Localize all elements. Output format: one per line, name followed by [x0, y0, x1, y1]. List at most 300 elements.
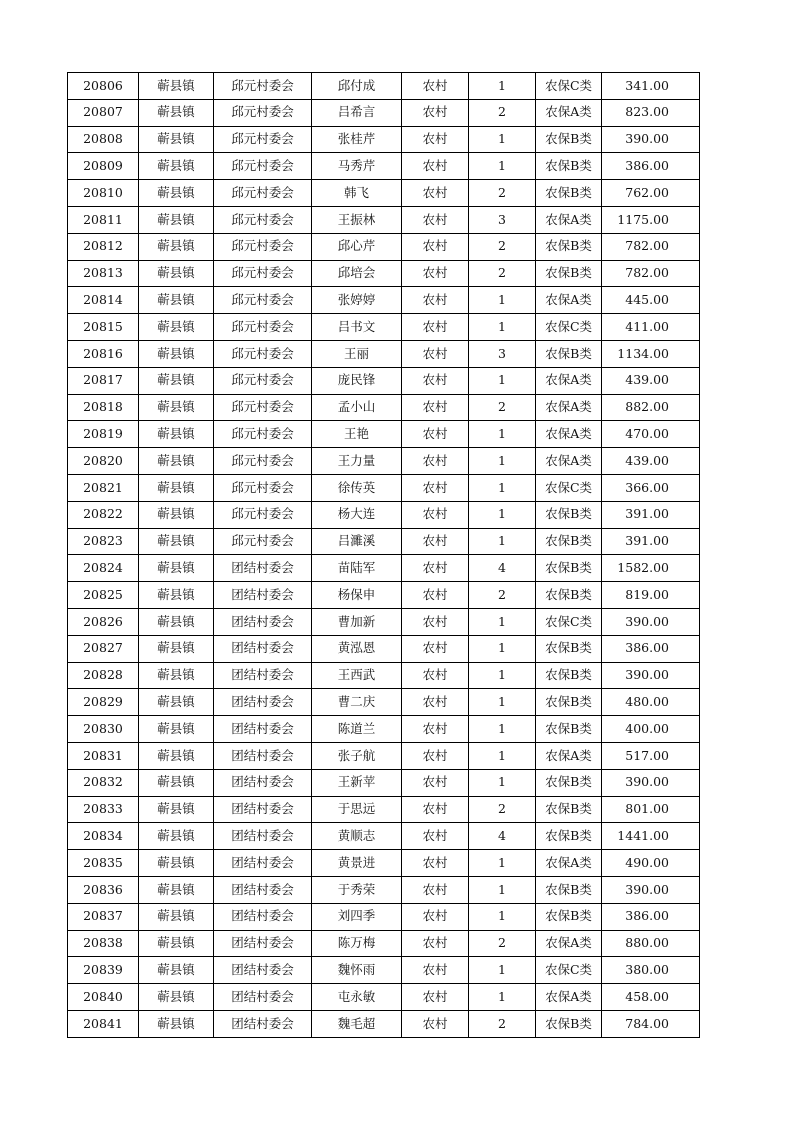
table-row: [68, 984, 700, 1011]
village-committee-cell: 团结村委会: [214, 689, 312, 716]
insurance-category-cell: 农保B类: [536, 528, 602, 555]
amount-cell: 390.00: [602, 769, 700, 796]
insurance-category-cell: 农保B类: [536, 823, 602, 850]
insurance-category-cell: 农保B类: [536, 1010, 602, 1037]
member-count-cell: 2: [469, 796, 536, 823]
member-count-cell: 2: [469, 180, 536, 207]
insurance-category-cell: 农保A类: [536, 287, 602, 314]
member-count-cell: 1: [469, 153, 536, 180]
table-row: [68, 126, 700, 153]
person-name-cell: 庞民锋: [312, 367, 402, 394]
person-name-cell: 孟小山: [312, 394, 402, 421]
person-name-cell: 刘四季: [312, 903, 402, 930]
serial-number-cell: 20825: [68, 582, 139, 609]
serial-number-cell: 20808: [68, 126, 139, 153]
table-row: [68, 903, 700, 930]
member-count-cell: 1: [469, 662, 536, 689]
person-name-cell: 徐传英: [312, 474, 402, 501]
amount-cell: 341.00: [602, 73, 700, 100]
member-count-cell: 1: [469, 367, 536, 394]
village-committee-cell: 邱元村委会: [214, 367, 312, 394]
insurance-category-cell: 农保B类: [536, 555, 602, 582]
household-type-cell: 农村: [402, 1010, 469, 1037]
amount-cell: 390.00: [602, 126, 700, 153]
person-name-cell: 吕希言: [312, 99, 402, 126]
member-count-cell: 1: [469, 742, 536, 769]
serial-number-cell: 20813: [68, 260, 139, 287]
village-committee-cell: 团结村委会: [214, 742, 312, 769]
amount-cell: 1175.00: [602, 206, 700, 233]
table-row: [68, 528, 700, 555]
village-committee-cell: 团结村委会: [214, 823, 312, 850]
person-name-cell: 杨保申: [312, 582, 402, 609]
household-type-cell: 农村: [402, 153, 469, 180]
town-cell: 蕲县镇: [139, 367, 214, 394]
household-type-cell: 农村: [402, 850, 469, 877]
amount-cell: 782.00: [602, 233, 700, 260]
village-committee-cell: 团结村委会: [214, 984, 312, 1011]
table-row: [68, 555, 700, 582]
household-type-cell: 农村: [402, 474, 469, 501]
insurance-category-cell: 农保A类: [536, 421, 602, 448]
village-committee-cell: 团结村委会: [214, 876, 312, 903]
table-row: [68, 73, 700, 100]
insurance-category-cell: 农保A类: [536, 984, 602, 1011]
member-count-cell: 1: [469, 903, 536, 930]
household-type-cell: 农村: [402, 206, 469, 233]
town-cell: 蕲县镇: [139, 448, 214, 475]
town-cell: 蕲县镇: [139, 635, 214, 662]
person-name-cell: 张子航: [312, 742, 402, 769]
household-type-cell: 农村: [402, 448, 469, 475]
household-type-cell: 农村: [402, 689, 469, 716]
amount-cell: 517.00: [602, 742, 700, 769]
member-count-cell: 1: [469, 501, 536, 528]
serial-number-cell: 20814: [68, 287, 139, 314]
village-committee-cell: 团结村委会: [214, 582, 312, 609]
table-row: [68, 474, 700, 501]
table-row: [68, 421, 700, 448]
village-committee-cell: 邱元村委会: [214, 153, 312, 180]
member-count-cell: 2: [469, 1010, 536, 1037]
village-committee-cell: 团结村委会: [214, 608, 312, 635]
table-row: [68, 340, 700, 367]
insurance-category-cell: 农保B类: [536, 635, 602, 662]
village-committee-cell: 邱元村委会: [214, 99, 312, 126]
member-count-cell: 1: [469, 850, 536, 877]
member-count-cell: 1: [469, 528, 536, 555]
person-name-cell: 王振林: [312, 206, 402, 233]
serial-number-cell: 20818: [68, 394, 139, 421]
serial-number-cell: 20840: [68, 984, 139, 1011]
member-count-cell: 1: [469, 448, 536, 475]
insurance-category-cell: 农保B类: [536, 769, 602, 796]
amount-cell: 445.00: [602, 287, 700, 314]
person-name-cell: 马秀芹: [312, 153, 402, 180]
town-cell: 蕲县镇: [139, 73, 214, 100]
village-committee-cell: 团结村委会: [214, 1010, 312, 1037]
person-name-cell: 曹加新: [312, 608, 402, 635]
household-type-cell: 农村: [402, 957, 469, 984]
town-cell: 蕲县镇: [139, 957, 214, 984]
town-cell: 蕲县镇: [139, 421, 214, 448]
member-count-cell: 1: [469, 608, 536, 635]
household-type-cell: 农村: [402, 930, 469, 957]
table-row: [68, 689, 700, 716]
serial-number-cell: 20809: [68, 153, 139, 180]
village-committee-cell: 邱元村委会: [214, 474, 312, 501]
table-row: [68, 608, 700, 635]
household-type-cell: 农村: [402, 501, 469, 528]
household-type-cell: 农村: [402, 367, 469, 394]
village-committee-cell: 团结村委会: [214, 930, 312, 957]
household-type-cell: 农村: [402, 823, 469, 850]
table-row: [68, 501, 700, 528]
insurance-category-cell: 农保A类: [536, 850, 602, 877]
member-count-cell: 1: [469, 126, 536, 153]
household-type-cell: 农村: [402, 99, 469, 126]
serial-number-cell: 20829: [68, 689, 139, 716]
insurance-category-cell: 农保A类: [536, 448, 602, 475]
amount-cell: 490.00: [602, 850, 700, 877]
serial-number-cell: 20826: [68, 608, 139, 635]
insurance-category-cell: 农保B类: [536, 582, 602, 609]
member-count-cell: 2: [469, 99, 536, 126]
amount-cell: 380.00: [602, 957, 700, 984]
insurance-category-cell: 农保A类: [536, 742, 602, 769]
serial-number-cell: 20815: [68, 314, 139, 341]
amount-cell: 480.00: [602, 689, 700, 716]
insurance-category-cell: 农保B类: [536, 260, 602, 287]
serial-number-cell: 20833: [68, 796, 139, 823]
town-cell: 蕲县镇: [139, 1010, 214, 1037]
person-name-cell: 曹二庆: [312, 689, 402, 716]
town-cell: 蕲县镇: [139, 126, 214, 153]
insurance-category-cell: 农保B类: [536, 233, 602, 260]
serial-number-cell: 20831: [68, 742, 139, 769]
table-row: [68, 930, 700, 957]
serial-number-cell: 20841: [68, 1010, 139, 1037]
amount-cell: 390.00: [602, 662, 700, 689]
household-type-cell: 农村: [402, 635, 469, 662]
table-row: [68, 99, 700, 126]
member-count-cell: 1: [469, 314, 536, 341]
village-committee-cell: 团结村委会: [214, 957, 312, 984]
village-committee-cell: 邱元村委会: [214, 528, 312, 555]
person-name-cell: 邱心芹: [312, 233, 402, 260]
household-type-cell: 农村: [402, 73, 469, 100]
insurance-category-cell: 农保C类: [536, 608, 602, 635]
town-cell: 蕲县镇: [139, 608, 214, 635]
amount-cell: 782.00: [602, 260, 700, 287]
member-count-cell: 3: [469, 340, 536, 367]
member-count-cell: 1: [469, 769, 536, 796]
member-count-cell: 1: [469, 635, 536, 662]
town-cell: 蕲县镇: [139, 260, 214, 287]
member-count-cell: 4: [469, 555, 536, 582]
person-name-cell: 邱付成: [312, 73, 402, 100]
town-cell: 蕲县镇: [139, 340, 214, 367]
village-committee-cell: 团结村委会: [214, 662, 312, 689]
table-row: [68, 1010, 700, 1037]
insurance-category-cell: 农保A类: [536, 99, 602, 126]
insurance-category-cell: 农保C类: [536, 474, 602, 501]
person-name-cell: 王艳: [312, 421, 402, 448]
household-type-cell: 农村: [402, 608, 469, 635]
roster-body: [68, 73, 700, 1038]
serial-number-cell: 20827: [68, 635, 139, 662]
household-type-cell: 农村: [402, 582, 469, 609]
serial-number-cell: 20828: [68, 662, 139, 689]
town-cell: 蕲县镇: [139, 769, 214, 796]
amount-cell: 390.00: [602, 608, 700, 635]
town-cell: 蕲县镇: [139, 99, 214, 126]
table-row: [68, 769, 700, 796]
person-name-cell: 王西武: [312, 662, 402, 689]
household-type-cell: 农村: [402, 126, 469, 153]
amount-cell: 880.00: [602, 930, 700, 957]
serial-number-cell: 20838: [68, 930, 139, 957]
table-row: [68, 716, 700, 743]
member-count-cell: 4: [469, 823, 536, 850]
amount-cell: 386.00: [602, 153, 700, 180]
household-type-cell: 农村: [402, 769, 469, 796]
village-committee-cell: 邱元村委会: [214, 314, 312, 341]
person-name-cell: 魏毛超: [312, 1010, 402, 1037]
person-name-cell: 陈万梅: [312, 930, 402, 957]
village-committee-cell: 邱元村委会: [214, 180, 312, 207]
town-cell: 蕲县镇: [139, 287, 214, 314]
serial-number-cell: 20821: [68, 474, 139, 501]
person-name-cell: 黄顺志: [312, 823, 402, 850]
serial-number-cell: 20823: [68, 528, 139, 555]
household-type-cell: 农村: [402, 233, 469, 260]
insurance-category-cell: 农保B类: [536, 716, 602, 743]
amount-cell: 458.00: [602, 984, 700, 1011]
serial-number-cell: 20807: [68, 99, 139, 126]
amount-cell: 762.00: [602, 180, 700, 207]
town-cell: 蕲县镇: [139, 394, 214, 421]
member-count-cell: 3: [469, 206, 536, 233]
serial-number-cell: 20806: [68, 73, 139, 100]
town-cell: 蕲县镇: [139, 153, 214, 180]
town-cell: 蕲县镇: [139, 528, 214, 555]
insurance-category-cell: 农保B类: [536, 180, 602, 207]
person-name-cell: 邱培会: [312, 260, 402, 287]
table-row: [68, 876, 700, 903]
table-row: [68, 582, 700, 609]
member-count-cell: 1: [469, 421, 536, 448]
village-committee-cell: 邱元村委会: [214, 126, 312, 153]
insurance-category-cell: 农保B类: [536, 501, 602, 528]
serial-number-cell: 20837: [68, 903, 139, 930]
town-cell: 蕲县镇: [139, 796, 214, 823]
household-type-cell: 农村: [402, 716, 469, 743]
person-name-cell: 于秀荣: [312, 876, 402, 903]
serial-number-cell: 20830: [68, 716, 139, 743]
table-row: [68, 287, 700, 314]
household-type-cell: 农村: [402, 555, 469, 582]
amount-cell: 411.00: [602, 314, 700, 341]
member-count-cell: 1: [469, 716, 536, 743]
person-name-cell: 王新苹: [312, 769, 402, 796]
town-cell: 蕲县镇: [139, 582, 214, 609]
amount-cell: 386.00: [602, 635, 700, 662]
serial-number-cell: 20820: [68, 448, 139, 475]
table-row: [68, 957, 700, 984]
person-name-cell: 王力量: [312, 448, 402, 475]
household-type-cell: 农村: [402, 796, 469, 823]
village-committee-cell: 邱元村委会: [214, 421, 312, 448]
household-type-cell: 农村: [402, 287, 469, 314]
amount-cell: 439.00: [602, 448, 700, 475]
person-name-cell: 张婷婷: [312, 287, 402, 314]
insurance-category-cell: 农保B类: [536, 796, 602, 823]
insurance-category-cell: 农保B类: [536, 126, 602, 153]
member-count-cell: 1: [469, 474, 536, 501]
amount-cell: 400.00: [602, 716, 700, 743]
serial-number-cell: 20832: [68, 769, 139, 796]
member-count-cell: 2: [469, 260, 536, 287]
amount-cell: 386.00: [602, 903, 700, 930]
table-row: [68, 153, 700, 180]
table-row: [68, 448, 700, 475]
insurance-category-cell: 农保B类: [536, 876, 602, 903]
town-cell: 蕲县镇: [139, 850, 214, 877]
town-cell: 蕲县镇: [139, 662, 214, 689]
insurance-category-cell: 农保C类: [536, 957, 602, 984]
village-committee-cell: 团结村委会: [214, 850, 312, 877]
serial-number-cell: 20822: [68, 501, 139, 528]
member-count-cell: 1: [469, 73, 536, 100]
town-cell: 蕲县镇: [139, 823, 214, 850]
town-cell: 蕲县镇: [139, 689, 214, 716]
household-type-cell: 农村: [402, 394, 469, 421]
amount-cell: 470.00: [602, 421, 700, 448]
amount-cell: 823.00: [602, 99, 700, 126]
person-name-cell: 屯永敏: [312, 984, 402, 1011]
insurance-category-cell: 农保B类: [536, 689, 602, 716]
member-count-cell: 2: [469, 930, 536, 957]
household-type-cell: 农村: [402, 662, 469, 689]
village-committee-cell: 团结村委会: [214, 635, 312, 662]
person-name-cell: 苗陆军: [312, 555, 402, 582]
town-cell: 蕲县镇: [139, 876, 214, 903]
household-type-cell: 农村: [402, 742, 469, 769]
person-name-cell: 吕书文: [312, 314, 402, 341]
serial-number-cell: 20812: [68, 233, 139, 260]
person-name-cell: 魏怀雨: [312, 957, 402, 984]
household-type-cell: 农村: [402, 260, 469, 287]
member-count-cell: 2: [469, 394, 536, 421]
household-type-cell: 农村: [402, 984, 469, 1011]
person-name-cell: 黄泓恩: [312, 635, 402, 662]
amount-cell: 366.00: [602, 474, 700, 501]
insurance-category-cell: 农保A类: [536, 394, 602, 421]
member-count-cell: 2: [469, 582, 536, 609]
table-row: [68, 260, 700, 287]
serial-number-cell: 20835: [68, 850, 139, 877]
amount-cell: 801.00: [602, 796, 700, 823]
village-committee-cell: 邱元村委会: [214, 287, 312, 314]
serial-number-cell: 20819: [68, 421, 139, 448]
household-type-cell: 农村: [402, 528, 469, 555]
amount-cell: 1441.00: [602, 823, 700, 850]
town-cell: 蕲县镇: [139, 555, 214, 582]
person-name-cell: 韩飞: [312, 180, 402, 207]
town-cell: 蕲县镇: [139, 501, 214, 528]
table-row: [68, 823, 700, 850]
household-type-cell: 农村: [402, 340, 469, 367]
table-row: [68, 233, 700, 260]
village-committee-cell: 邱元村委会: [214, 73, 312, 100]
table-row: [68, 796, 700, 823]
person-name-cell: 王丽: [312, 340, 402, 367]
insurance-category-cell: 农保A类: [536, 206, 602, 233]
village-committee-cell: 团结村委会: [214, 555, 312, 582]
member-count-cell: 1: [469, 287, 536, 314]
table-row: [68, 180, 700, 207]
village-committee-cell: 邱元村委会: [214, 260, 312, 287]
household-type-cell: 农村: [402, 421, 469, 448]
village-committee-cell: 邱元村委会: [214, 501, 312, 528]
member-count-cell: 2: [469, 233, 536, 260]
amount-cell: 391.00: [602, 528, 700, 555]
insurance-category-cell: 农保A类: [536, 367, 602, 394]
table-row: [68, 742, 700, 769]
person-name-cell: 陈道兰: [312, 716, 402, 743]
serial-number-cell: 20811: [68, 206, 139, 233]
insurance-category-cell: 农保B类: [536, 153, 602, 180]
town-cell: 蕲县镇: [139, 984, 214, 1011]
table-row: [68, 635, 700, 662]
insurance-category-cell: 农保B类: [536, 903, 602, 930]
town-cell: 蕲县镇: [139, 233, 214, 260]
member-count-cell: 1: [469, 876, 536, 903]
table-row: [68, 314, 700, 341]
town-cell: 蕲县镇: [139, 180, 214, 207]
amount-cell: 391.00: [602, 501, 700, 528]
village-committee-cell: 邱元村委会: [214, 206, 312, 233]
village-committee-cell: 邱元村委会: [214, 448, 312, 475]
town-cell: 蕲县镇: [139, 474, 214, 501]
town-cell: 蕲县镇: [139, 903, 214, 930]
insurance-category-cell: 农保B类: [536, 662, 602, 689]
amount-cell: 439.00: [602, 367, 700, 394]
amount-cell: 882.00: [602, 394, 700, 421]
serial-number-cell: 20836: [68, 876, 139, 903]
household-type-cell: 农村: [402, 876, 469, 903]
village-committee-cell: 团结村委会: [214, 903, 312, 930]
insurance-category-cell: 农保C类: [536, 314, 602, 341]
town-cell: 蕲县镇: [139, 716, 214, 743]
village-committee-cell: 团结村委会: [214, 716, 312, 743]
serial-number-cell: 20824: [68, 555, 139, 582]
member-count-cell: 1: [469, 689, 536, 716]
person-name-cell: 吕濉溪: [312, 528, 402, 555]
village-committee-cell: 邱元村委会: [214, 233, 312, 260]
household-type-cell: 农村: [402, 180, 469, 207]
serial-number-cell: 20816: [68, 340, 139, 367]
roster-table: [67, 72, 700, 1038]
person-name-cell: 杨大连: [312, 501, 402, 528]
insurance-category-cell: 农保C类: [536, 73, 602, 100]
table-row: [68, 394, 700, 421]
village-committee-cell: 邱元村委会: [214, 394, 312, 421]
insurance-category-cell: 农保A类: [536, 930, 602, 957]
person-name-cell: 张桂芹: [312, 126, 402, 153]
amount-cell: 784.00: [602, 1010, 700, 1037]
